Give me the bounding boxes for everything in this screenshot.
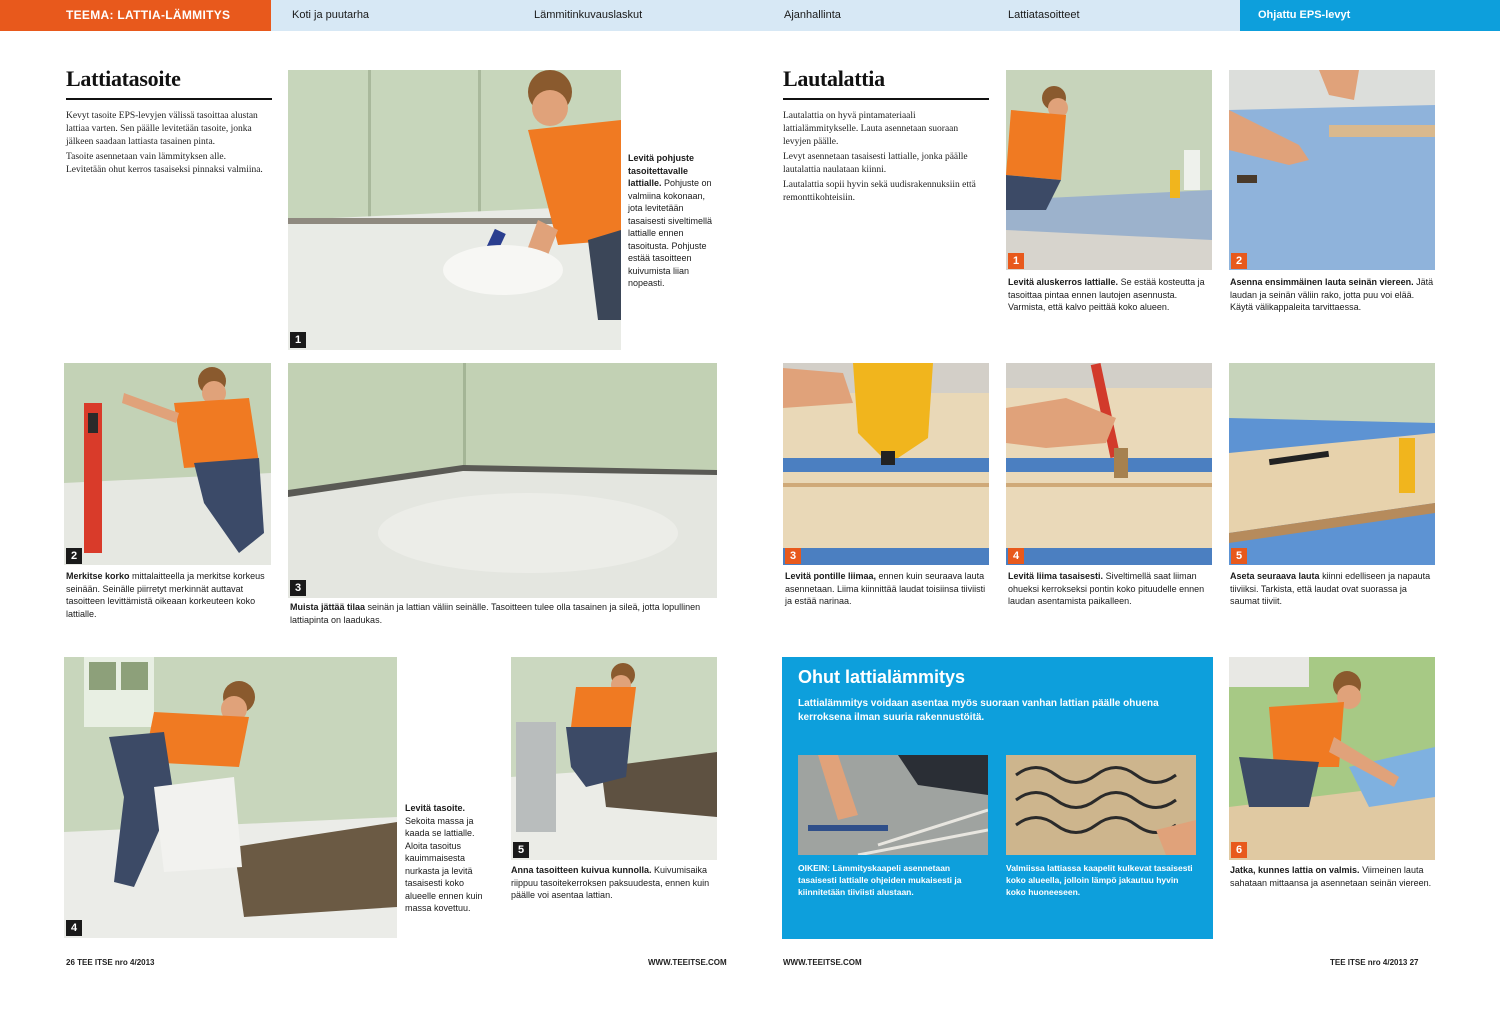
top-navigation [0,0,1500,31]
page-folio-left: 26 TEE ITSE nro 4/2013 [66,958,155,967]
step-number-badge: 2 [1231,253,1247,269]
step-number-badge: 5 [513,842,529,858]
lauta-step-6-caption [1230,864,1435,889]
step-3-caption [290,601,715,626]
caption-lead: Levitä tasoite. [405,803,466,813]
photo-step-2-marking [64,363,271,565]
caption-lead: Levitä pontille liimaa, [785,571,877,581]
nav-item-1[interactable]: Koti ja puutarha [292,9,370,21]
caption-lead: Anna tasoitteen kuivua kunnolla. [511,865,652,875]
caption-lead: Levitä pohjuste tasoitettavalle lattialle. [628,153,695,188]
caption-text: Se estää kosteutta ja tasoittaa pintaa ennen lautojen asennusta. Varmista, että kalvo peittää koko alueen. [1008,277,1205,312]
intro-paragraph: Tasoite asennetaan vain lämmityksen alle. Levitetään ohut kerros tasaiseksi pinnaksi valmiina. [66,152,263,175]
photo-step-3-corner [288,363,717,598]
step-number-badge: 2 [66,548,82,564]
caption-text: Kuivumisaika riippuu tasoitekerroksen paksuudesta, ennen kuin päälle voi asentaa lattian. [511,865,710,900]
caption-lead: Asenna ensimmäinen lauta seinän viereen. [1230,277,1414,287]
photo-lauta-step-6-finish [1229,657,1435,860]
caption-text: mittalaitteella ja merkitse korkeus seinään. Seinälle piirretyt merkinnät auttavat tasoitteen levittämistä oikeaan korkeuteen koko lattialle. [66,571,265,619]
step-number-badge: 1 [1008,253,1024,269]
photo-step-4-pouring [64,657,397,938]
intro-paragraph: Lautalattia on hyvä pintamateriaali lattialämmitykselle. Lauta asennetaan suoraan levyjen päälle. [783,111,959,147]
caption-lead: Merkitse korko [66,571,130,581]
caption-lead: Jatka, kunnes lattia on valmis. [1230,865,1360,875]
info-box-title: Ohut lattialämmitys [798,667,966,687]
photo-lauta-step-4-brush [1006,363,1212,565]
caption-lead: Muista jättää tilaa [290,602,366,612]
step-2-caption [66,570,271,620]
step-number-badge: 3 [785,548,801,564]
nav-item-3[interactable]: Ajanhallinta [784,9,841,21]
info-box-lead: Lattialämmitys voidaan asentaa myös suoraan vanhan lattian päälle ohuena kerroksena ilman suuria rakennustöitä. [798,698,1159,723]
step-number-badge: 4 [66,920,82,936]
left-intro [66,110,266,179]
step-4-caption [405,802,497,915]
photo-step-5-spreading [511,657,717,860]
caption-text: kiinni edelliseen ja napauta tiiviiksi. Tarkista, että laudat ovat suorassa ja saumat tiiviit. [1230,571,1431,606]
info-photo-installing-cable [798,755,988,855]
step-number-badge: 1 [290,332,306,348]
photo-lauta-step-5-boards [1229,363,1435,565]
caption-text: seinän ja lattian väliin seinälle. Tasoitteen tulee olla tasainen ja sileä, jotta lopullinen lattiapinta on laadukas. [290,602,701,625]
lauta-step-2-caption [1230,276,1435,314]
intro-paragraph: Levyt asennetaan tasaisesti lattialle, jonka päälle lautalattia naulataan kiinni. [783,152,968,175]
caption-text: Viimeinen lauta sahataan mittaansa ja asennetaan seinän viereen. [1230,865,1432,888]
caption-lead: Aseta seuraava lauta [1230,571,1320,581]
info-caption-right: Valmiissa lattiassa kaapelit kulkevat tasaisesti koko alueella, jolloin lämpö jakautuu hyvin koko huoneeseen. [1006,863,1193,897]
caption-lead: Levitä aluskerros lattialle. [1008,277,1119,287]
step-number-badge: 6 [1231,842,1247,858]
right-intro [783,110,983,207]
lauta-step-5-caption [1230,570,1435,608]
step-1-caption [628,152,720,290]
caption-text: Siveltimellä saat liiman ohueksi kerrokseksi pontin koko pituudelle ennen laudan asentamista paikalleen. [1008,571,1205,606]
page-folio-right: TEE ITSE nro 4/2013 27 [1330,958,1419,967]
caption-text: Jätä laudan ja seinän väliin rako, jotta puu voi elää. Käytä välikappaleita tarvittaessa. [1230,277,1434,312]
website-footer-left: WWW.TEEITSE.COM [648,958,727,967]
photo-lauta-step-2 [1229,70,1435,270]
lauta-step-3-caption [785,570,990,608]
photo-lauta-step-1 [1006,70,1212,270]
nav-item-4[interactable]: Lattiatasoitteet [1008,9,1080,21]
title-rule [783,98,989,100]
step-5-caption [511,864,716,902]
step-number-badge: 3 [290,580,306,596]
left-section-title: Lattiatasoite [66,66,181,91]
lauta-step-4-caption [1008,570,1213,608]
title-rule [66,98,272,100]
nav-item-active[interactable]: Ohjattu EPS-levyt [1240,0,1500,31]
step-number-badge: 5 [1231,548,1247,564]
photo-lauta-step-3-glue [783,363,989,565]
info-box-thin-underfloor-heating [782,657,1213,939]
caption-text: Pohjuste on valmiina kokonaan, jota levitetään tasaisesti siveltimellä lattialle ennen tasoitusta. Pohjuste estää tasoitteen kuivumista liian nopeasti. [628,178,713,288]
lauta-step-1-caption [1008,276,1213,314]
section-brand-tab: TEEMA: LATTIA-LÄMMITYS [0,0,271,31]
caption-text: Sekoita massa ja kaada se lattialle. Aloita tasoitus kauimmaisesta nurkasta ja levitä tasaisesti koko alueelle ennen kuin massa kovettuu. [405,815,483,913]
info-caption-left: OIKEIN: Lämmityskaapeli asennetaan tasaisesti lattialle ohjeiden mukaisesti ja kiinnitetään tiiviisti alustaan. [798,863,962,897]
info-photo-cable-pattern [1006,755,1196,855]
nav-item-2[interactable]: Lämmitinkuvauslaskut [534,9,643,21]
step-number-badge: 4 [1008,548,1024,564]
website-footer-right: WWW.TEEITSE.COM [783,958,862,967]
intro-paragraph: Lautalattia sopii hyvin sekä uudisrakennuksiin että remonttikohteisiin. [783,180,976,203]
intro-paragraph: Kevyt tasoite EPS-levyjen välissä tasoittaa alustan lattiaa varten. Sen päälle levitetään tasoite, jonka jälkeen saadaan lattiasta tasainen pinta. [66,111,258,147]
right-section-title: Lautalattia [783,66,885,91]
caption-text: ennen kuin seuraava lauta asennetaan. Liima kiinnittää laudat toisiinsa tiiviisti ja estää narinaa. [785,571,986,606]
photo-step-1-priming [288,70,621,350]
caption-lead: Levitä liima tasaisesti. [1008,571,1104,581]
